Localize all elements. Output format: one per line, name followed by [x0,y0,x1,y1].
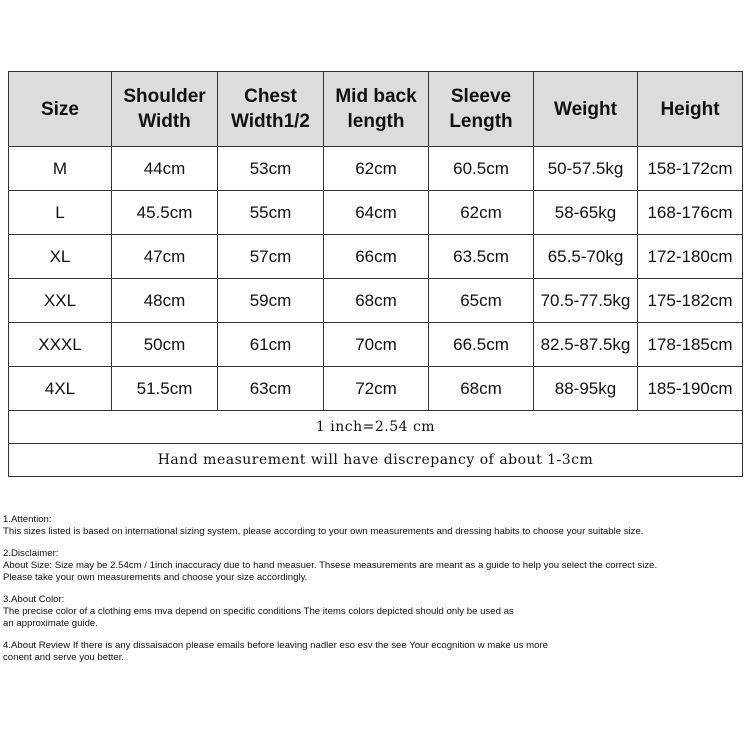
table-cell: 82.5-87.5kg [534,323,638,367]
table-cell: 47cm [112,235,218,279]
table-cell: 185-190cm [638,367,743,411]
column-header [429,72,534,147]
table-cell: 64cm [324,191,429,235]
table-cell: 168-176cm [638,191,743,235]
table-cell: 53cm [218,147,324,191]
note-block [3,594,747,630]
column-header [324,72,429,147]
table-cell: 72cm [324,367,429,411]
note-heading: 2.Disclaimer: [3,548,59,559]
column-header [534,72,638,147]
column-header-line: Width [138,111,191,132]
note-text: About Size: Size may be 2.54cm / 1inch inaccuracy due to hand measuer. Thsese measurements are meant as a guide to help you select the correct size. [3,560,658,571]
table-footnote: Hand measurement will have discrepancy of about 1-3cm [9,444,743,477]
note-text: Please take your own measurements and choose your size accordingly. [3,572,308,583]
table-cell: 68cm [324,279,429,323]
size-cell: XXXL [9,323,112,367]
note-heading: 4.About Review If there is any dissaisacon please emails before leaving nadler eso esv the see Your ecognition w make us more [3,640,549,651]
table-row [9,279,743,323]
column-header [9,72,112,147]
table-cell: 63.5cm [429,235,534,279]
header-row [9,72,743,147]
size-cell: L [9,191,112,235]
column-header-line: Weight [554,98,617,120]
table-cell: 50cm [112,323,218,367]
table-row [9,367,743,411]
table-footnote: 1 inch=2.54 cm [9,411,743,444]
note-heading: 3.About Color: [3,594,65,605]
table-cell: 172-180cm [638,235,743,279]
note-heading: 1.Attention: [3,514,52,525]
table-cell: 59cm [218,279,324,323]
table-cell: 50-57.5kg [534,147,638,191]
table-cell: 66cm [324,235,429,279]
column-header-line: Size [40,98,80,120]
table-cell: 62cm [429,191,534,235]
size-cell: XXL [9,279,112,323]
table-cell: 45.5cm [112,191,218,235]
table-cell: 61cm [218,323,324,367]
column-header [112,72,218,147]
table-cell: 65.5-70kg [534,235,638,279]
footnote-row [9,444,743,477]
size-cell: 4XL [9,367,112,411]
table-cell: 48cm [112,279,218,323]
table-cell: 88-95kg [534,367,638,411]
note-text: This sizes listed is based on international sizing system, please according to your own measurements and dressing habits to choose your suitable size. [3,526,644,537]
table-cell: 60.5cm [429,147,534,191]
footnote-row [9,411,743,444]
table-cell: 65cm [429,279,534,323]
table-cell: 70cm [324,323,429,367]
table-cell: 178-185cm [638,323,743,367]
note-text: The precise color of a clothing ems mva depend on specific conditions The items colors depicted should only be used as [3,606,514,617]
table-cell: 66.5cm [429,323,534,367]
column-header-line: Chest [244,86,297,107]
notes-section [3,514,747,674]
column-header-line: Mid back [335,86,417,107]
table-cell: 62cm [324,147,429,191]
column-header-line: Sleeve [450,86,512,107]
note-block [3,640,747,664]
table-cell: 175-182cm [638,279,743,323]
table-row [9,323,743,367]
note-block [3,514,747,538]
note-text: an approximate guide. [3,618,98,629]
table-cell: 70.5-77.5kg [534,279,638,323]
size-cell: M [9,147,112,191]
table-cell: 68cm [429,367,534,411]
size-cell: XL [9,235,112,279]
table-cell: 58-65kg [534,191,638,235]
column-header-line: Shoulder [123,86,206,107]
table-cell: 158-172cm [638,147,743,191]
column-header-line: Length [449,111,513,132]
column-header [638,72,743,147]
table-cell: 63cm [218,367,324,411]
note-text: conent and serve you better. [3,652,125,663]
column-header-line: Height [660,98,720,120]
column-header-line: length [347,111,405,132]
column-header-line: Width1/2 [231,111,310,132]
table-row [9,147,743,191]
table-cell: 57cm [218,235,324,279]
table-row [9,191,743,235]
note-block [3,548,747,584]
size-chart-table [8,71,743,477]
table-row [9,235,743,279]
column-header [218,72,324,147]
table-cell: 44cm [112,147,218,191]
table-cell: 55cm [218,191,324,235]
table-cell: 51.5cm [112,367,218,411]
